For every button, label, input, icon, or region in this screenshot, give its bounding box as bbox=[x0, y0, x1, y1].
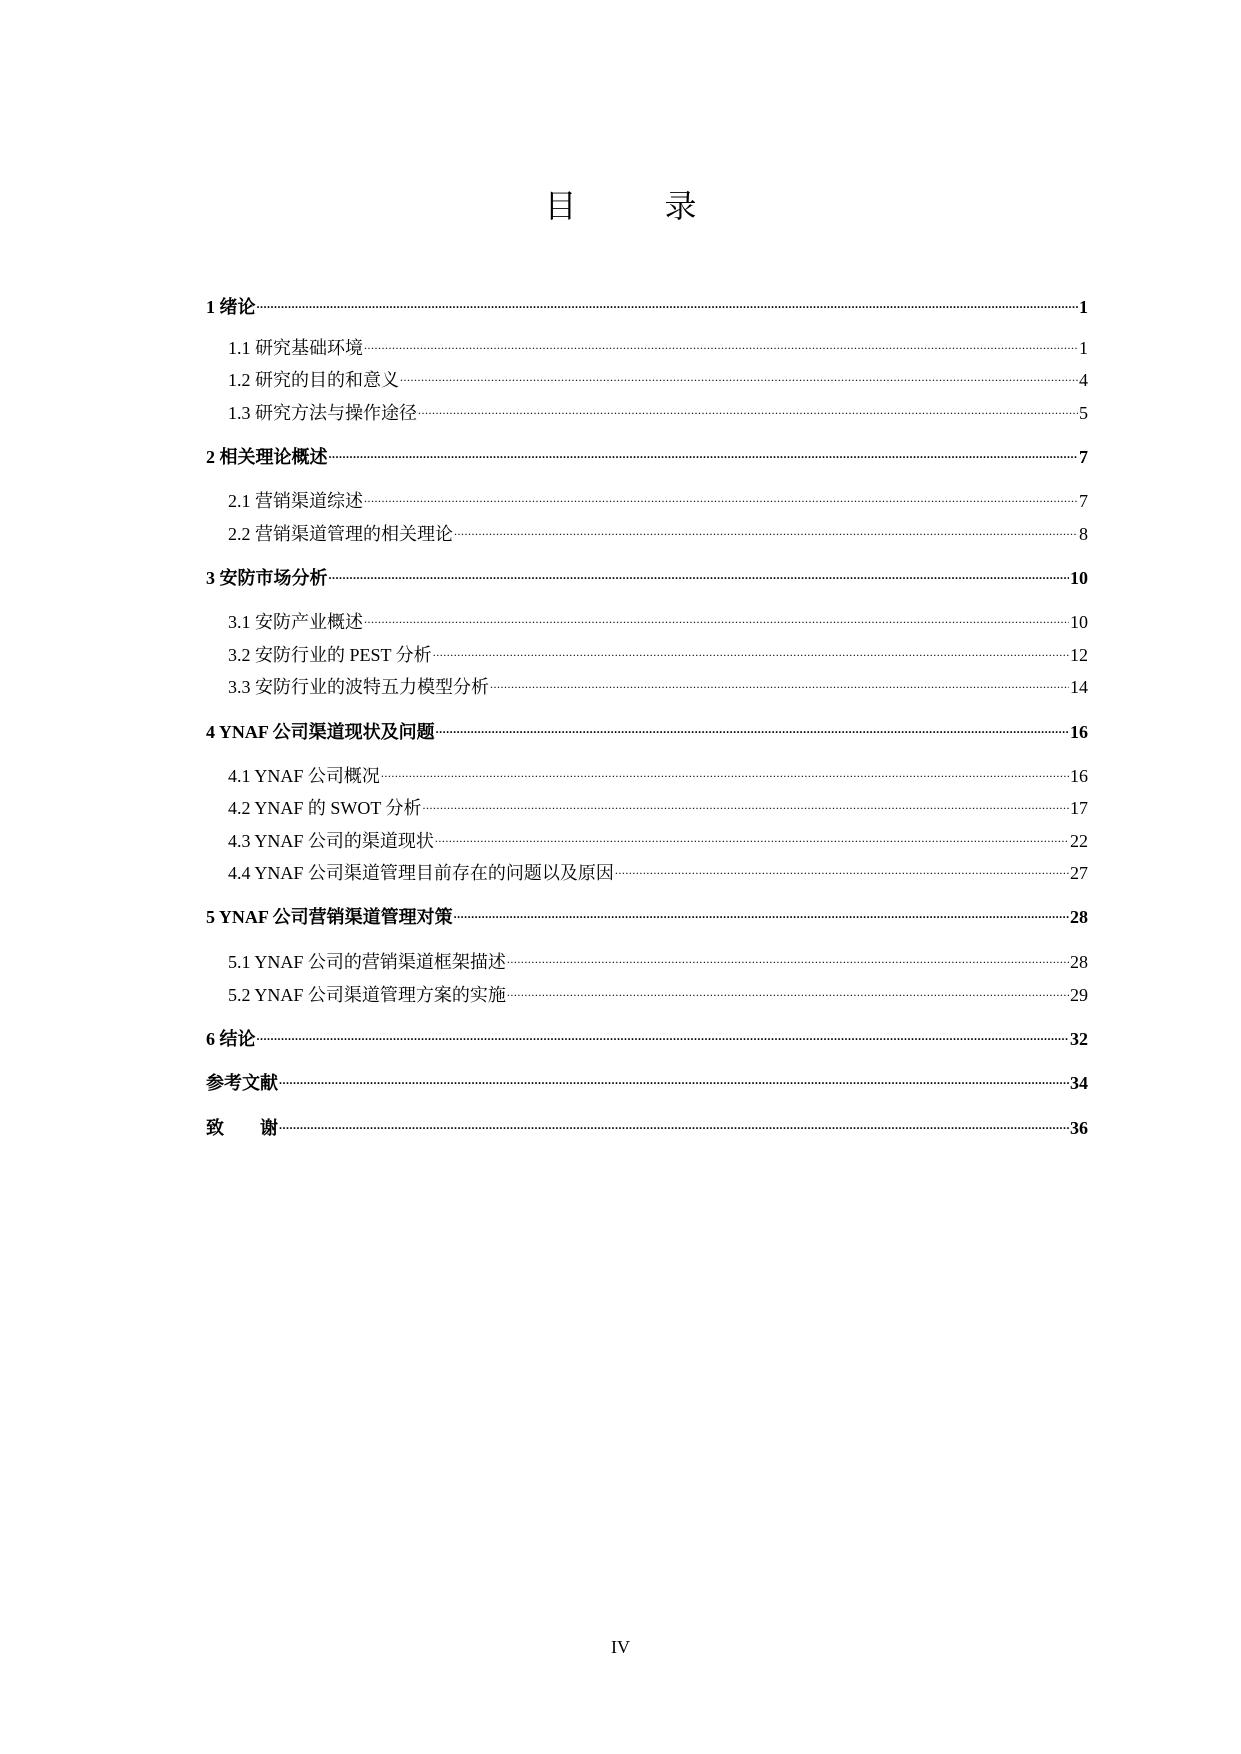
toc-entry-4-4[interactable] bbox=[206, 862, 1088, 884]
toc-entry-5[interactable] bbox=[206, 906, 1088, 928]
dot-leader bbox=[435, 833, 1069, 847]
toc-entry-1-3[interactable] bbox=[206, 402, 1088, 424]
toc-entry-4[interactable] bbox=[206, 721, 1088, 743]
toc-entry-2[interactable] bbox=[206, 446, 1088, 468]
toc-entry-page: 12 bbox=[1070, 645, 1088, 665]
toc-entry-label: 3.2 安防行业的 PEST 分析 bbox=[228, 645, 432, 665]
toc-entry-page: 7 bbox=[1079, 447, 1088, 467]
toc-entry-label: 6 结论 bbox=[206, 1029, 256, 1049]
dot-leader bbox=[615, 865, 1069, 879]
toc-entry-1-1[interactable] bbox=[206, 337, 1088, 359]
toc-entry-2-2[interactable] bbox=[206, 523, 1088, 545]
dot-leader bbox=[381, 768, 1069, 782]
toc-entry-label: 3 安防市场分析 bbox=[206, 568, 328, 588]
toc-entry-label: 2.2 营销渠道管理的相关理论 bbox=[228, 524, 453, 544]
toc-entry-6[interactable] bbox=[206, 1028, 1088, 1050]
toc-entry-page: 16 bbox=[1070, 766, 1088, 786]
toc-entry-label: 1.2 研究的目的和意义 bbox=[228, 370, 399, 390]
toc-entry-page: 34 bbox=[1070, 1073, 1088, 1093]
toc-entry-page: 28 bbox=[1070, 907, 1088, 927]
toc-entry-label: 1 绪论 bbox=[206, 297, 256, 317]
toc-entry-label: 2 相关理论概述 bbox=[206, 447, 328, 467]
toc-entry-page: 14 bbox=[1070, 677, 1088, 697]
dot-leader bbox=[364, 340, 1078, 354]
toc-entry-3-1[interactable] bbox=[206, 611, 1088, 633]
toc-entry-3[interactable] bbox=[206, 567, 1088, 589]
toc-entry-page: 29 bbox=[1070, 985, 1088, 1005]
toc-entry-acknowledgements[interactable] bbox=[206, 1117, 1088, 1139]
toc-entry-label: 参考文献 bbox=[206, 1073, 278, 1093]
toc-entry-4-2[interactable] bbox=[206, 797, 1088, 819]
dot-leader bbox=[423, 800, 1069, 814]
dot-leader bbox=[507, 954, 1069, 968]
toc-entry-page: 10 bbox=[1070, 612, 1088, 632]
toc-entry-page: 22 bbox=[1070, 831, 1088, 851]
toc-entry-page: 32 bbox=[1070, 1029, 1088, 1049]
dot-leader bbox=[329, 570, 1070, 584]
dot-leader bbox=[507, 987, 1069, 1001]
toc-entry-label: 4.4 YNAF 公司渠道管理目前存在的问题以及原因 bbox=[228, 863, 614, 883]
toc-entry-5-2[interactable] bbox=[206, 984, 1088, 1006]
toc-entry-3-3[interactable] bbox=[206, 676, 1088, 698]
dot-leader bbox=[329, 449, 1079, 463]
toc-entry-references[interactable] bbox=[206, 1072, 1088, 1094]
toc-entry-page: 36 bbox=[1070, 1118, 1088, 1138]
dot-leader bbox=[490, 679, 1069, 693]
toc-entry-1[interactable] bbox=[206, 296, 1088, 318]
toc-entry-page: 5 bbox=[1079, 403, 1088, 423]
toc-entry-label: 5 YNAF 公司营销渠道管理对策 bbox=[206, 907, 453, 927]
dot-leader bbox=[454, 909, 1069, 923]
dot-leader bbox=[418, 405, 1078, 419]
page-title: 目 录 bbox=[544, 187, 725, 225]
dot-leader bbox=[279, 1120, 1069, 1134]
toc-entry-5-1[interactable] bbox=[206, 951, 1088, 973]
dot-leader bbox=[279, 1075, 1069, 1089]
page-number: IV bbox=[611, 1637, 630, 1657]
toc-entry-page: 10 bbox=[1070, 568, 1088, 588]
toc-entry-label: 1.3 研究方法与操作途径 bbox=[228, 403, 417, 423]
dot-leader bbox=[257, 1031, 1070, 1045]
toc-entry-label: 3.1 安防产业概述 bbox=[228, 612, 363, 632]
toc-entry-page: 1 bbox=[1079, 338, 1088, 358]
dot-leader bbox=[364, 493, 1078, 507]
dot-leader bbox=[433, 647, 1069, 661]
toc-entry-label: 3.3 安防行业的波特五力模型分析 bbox=[228, 677, 489, 697]
toc-entry-label: 4.1 YNAF 公司概况 bbox=[228, 766, 380, 786]
toc-entry-3-2[interactable] bbox=[206, 644, 1088, 666]
dot-leader bbox=[400, 372, 1078, 386]
dot-leader bbox=[257, 299, 1079, 313]
toc-entry-label: 4.2 YNAF 的 SWOT 分析 bbox=[228, 798, 422, 818]
toc-entry-4-1[interactable] bbox=[206, 765, 1088, 787]
toc-entry-label: 致 谢 bbox=[206, 1118, 278, 1138]
toc-entry-label: 5.1 YNAF 公司的营销渠道框架描述 bbox=[228, 952, 506, 972]
toc-entry-page: 8 bbox=[1079, 524, 1088, 544]
toc-entry-page: 17 bbox=[1070, 798, 1088, 818]
toc-entry-2-1[interactable] bbox=[206, 490, 1088, 512]
toc-entry-page: 1 bbox=[1079, 297, 1088, 317]
dot-leader bbox=[454, 526, 1078, 540]
toc-entry-page: 4 bbox=[1079, 370, 1088, 390]
dot-leader bbox=[436, 724, 1069, 738]
toc-entry-page: 27 bbox=[1070, 863, 1088, 883]
toc-entry-label: 1.1 研究基础环境 bbox=[228, 338, 363, 358]
toc-entry-page: 7 bbox=[1079, 491, 1088, 511]
toc-entry-label: 4 YNAF 公司渠道现状及问题 bbox=[206, 722, 435, 742]
toc-entry-label: 2.1 营销渠道综述 bbox=[228, 491, 363, 511]
toc-entry-page: 16 bbox=[1070, 722, 1088, 742]
toc-entry-4-3[interactable] bbox=[206, 830, 1088, 852]
toc-entry-page: 28 bbox=[1070, 952, 1088, 972]
toc-entry-label: 4.3 YNAF 公司的渠道现状 bbox=[228, 831, 434, 851]
toc-entry-1-2[interactable] bbox=[206, 369, 1088, 391]
toc-entry-label: 5.2 YNAF 公司渠道管理方案的实施 bbox=[228, 985, 506, 1005]
dot-leader bbox=[364, 614, 1069, 628]
